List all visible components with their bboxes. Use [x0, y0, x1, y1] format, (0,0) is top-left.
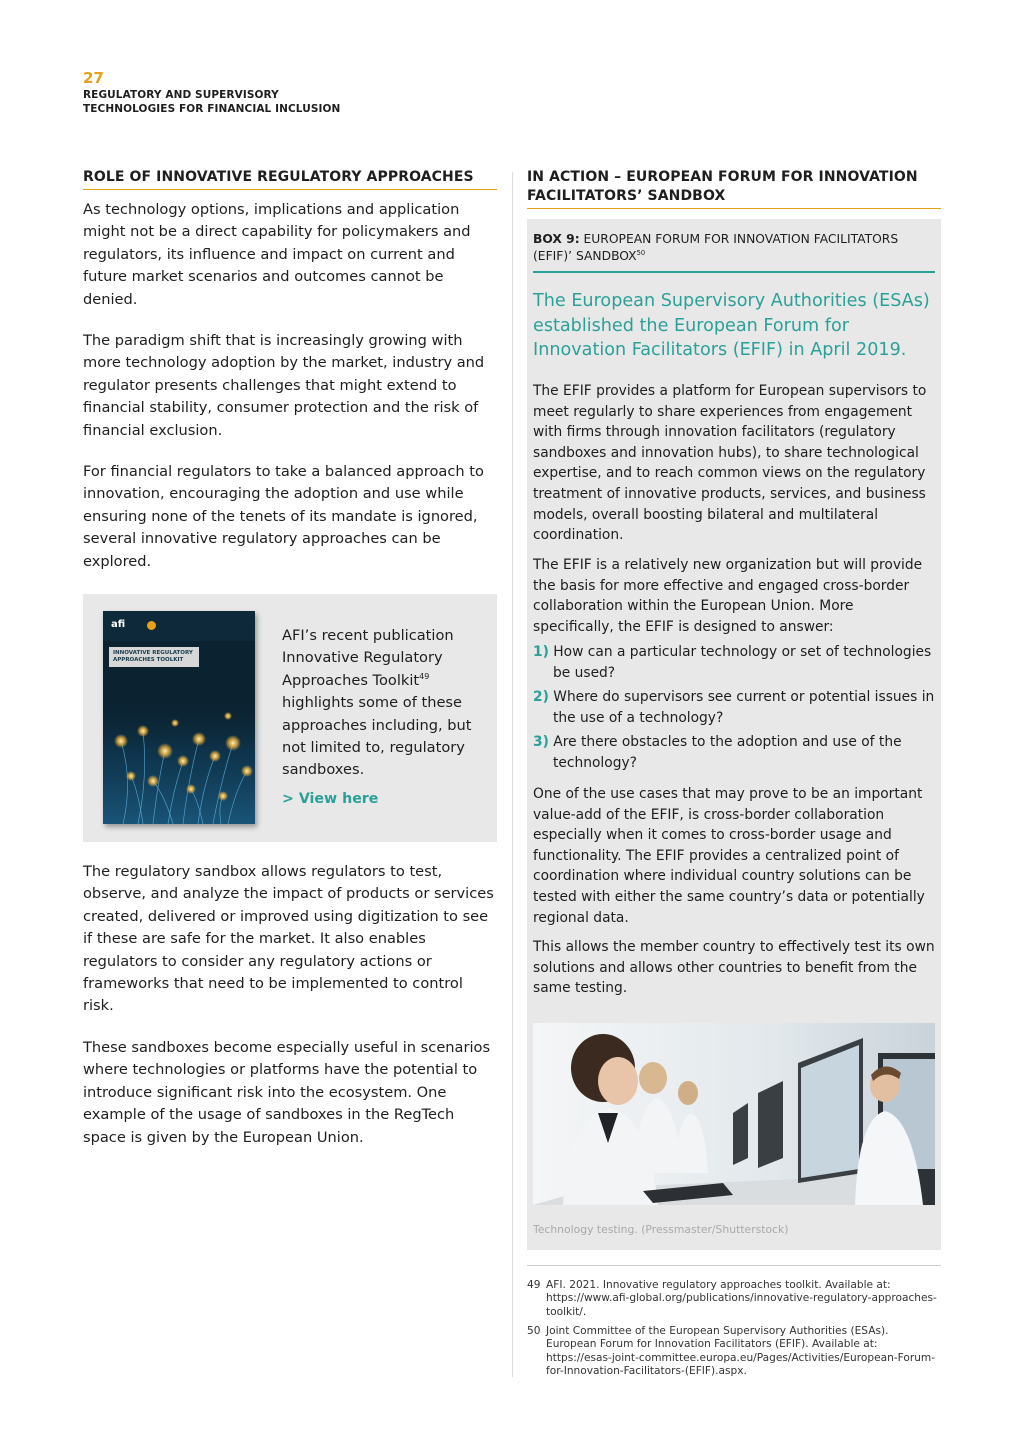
afi-logo: afi — [111, 619, 126, 630]
footnote-number: 50 — [527, 1325, 541, 1337]
running-title — [83, 88, 340, 116]
page-number: 27 — [83, 69, 104, 87]
question-number: 3) — [533, 734, 549, 751]
box-paragraph-3: One of the use cases that may prove to be an important value-add of the EFIF, is cross-border collaboration especially when it comes to cross-border usage and functionality. The EFIF provides a centralized point of coordination where individual country solutions can be tested with either the same country’s data or potentially regional data. — [533, 786, 925, 926]
left-paragraph-5: These sandboxes become especially useful in scenarios where technologies or platforms have the potential to introduce significant risk into the ecosystem. One example of the usage of sandboxes in the RegTech space is given by the European Union. — [83, 1039, 491, 1146]
fiber-optic-illustration — [103, 611, 255, 824]
question-text: How can a particular technology or set of technologies be used? — [553, 644, 932, 681]
right-section-heading: IN ACTION – EUROPEAN FORUM FOR INNOVATION FACILITATORS’ SANDBOX — [527, 168, 941, 209]
box-title: EUROPEAN FORUM FOR INNOVATION FACILITATORS (EFIF)’ SANDBOX — [533, 232, 899, 263]
question-number: 1) — [533, 644, 549, 660]
box-paragraph-1: The EFIF provides a platform for European supervisors to meet regularly to share experiences from engagement with firms through innovation facilitators (regulatory sandboxes and innovation hubs), to share technological expertise, and to reach common views on the regulatory treatment of innovative products, services, and business models, overall boosting bilateral and multilateral coordination. — [533, 383, 927, 544]
footnote-ref-50[interactable]: 50 — [636, 248, 646, 257]
office-workers-illustration — [533, 1023, 935, 1205]
photo-caption: Technology testing. (Pressmaster/Shutterstock) — [533, 1223, 789, 1236]
box-number: BOX 9: — [533, 232, 580, 246]
question-text: Are there obstacles to the adoption and use of the technology? — [553, 734, 902, 771]
promo-text-end: highlights some of these approaches including, but not limited to, regulatory sandboxes. — [282, 694, 472, 779]
box-title-rule — [533, 271, 935, 273]
footnote-text: AFI. 2021. Innovative regulatory approaches toolkit. Available at: https://www.afi-global.org/publications/innovative-regulatory-approaches-toolkit/. — [546, 1279, 937, 1318]
promo-text-start: AFI’s recent publication Innovative Regulatory Approaches Toolkit — [282, 627, 454, 689]
footnote-rule — [527, 1265, 941, 1266]
question-list — [533, 642, 935, 774]
view-here-link[interactable]: > View here — [282, 791, 379, 807]
footnote-49 — [527, 1279, 941, 1319]
running-title-line1: REGULATORY AND SUPERVISORY — [83, 89, 279, 101]
footnote-ref-49[interactable]: 49 — [419, 671, 430, 681]
left-paragraph-4: The regulatory sandbox allows regulators to test, observe, and analyze the impact of products or services created, delivered or improved using digitization to see if these are safe for the market. It also enables regulators to consider any regulatory actions or frameworks that need to be implemented to control risk. — [83, 863, 494, 1015]
left-paragraph-1: As technology options, implications and application might not be a direct capability for policymakers and regulators, its influence and impact on current and future market scenarios and outcomes cannot be denied. — [83, 201, 471, 308]
left-paragraph-2: The paradigm shift that is increasingly growing with more technology adoption by the market, industry and regulator presents challenges that might extend to financial stability, consumer protection and the risk of financial exclusion. — [83, 332, 485, 439]
technology-testing-photo — [533, 1023, 935, 1205]
box-paragraph-4: This allows the member country to effectively test its own solutions and allows other countries to benefit from the same testing. — [533, 939, 935, 997]
footnote-number: 49 — [527, 1279, 541, 1291]
footnote-50 — [527, 1325, 941, 1379]
box-label — [533, 231, 935, 264]
question-item — [533, 687, 935, 728]
left-section-heading: ROLE OF INNOVATIVE REGULATORY APPROACHES — [83, 168, 497, 190]
footnote-text: Joint Committee of the European Supervisory Authorities (ESAs). European Forum for Innovation Facilitators (EFIF). Available at: https://esas-joint-committee.europa.eu/Pages/Activities/European-Forum-for-Innovation-Facilitators-(EFIF).aspx. — [546, 1325, 936, 1378]
box-lead-paragraph: The European Supervisory Authorities (ESAs) established the European Forum for Innovation Facilitators (EFIF) in April 2019. — [533, 291, 930, 361]
question-item — [533, 732, 935, 773]
box-paragraph-2: The EFIF is a relatively new organization but will provide the basis for more effective and engaged cross-border collaboration within the European Union. More specifically, the EFIF is designed to answer: — [533, 557, 923, 635]
column-divider — [512, 172, 513, 1377]
cover-title: INNOVATIVE REGULATORY APPROACHES TOOLKIT — [113, 650, 193, 663]
left-paragraph-3: For financial regulators to take a balanced approach to innovation, encouraging the adoption and use while ensuring none of the tenets of its mandate is ignored, several innovative regulatory approaches can be explored. — [83, 463, 484, 570]
promo-description — [282, 625, 482, 782]
question-item — [533, 642, 935, 683]
question-number: 2) — [533, 689, 549, 706]
running-title-line2: TECHNOLOGIES FOR FINANCIAL INCLUSION — [83, 103, 341, 115]
question-text: Where do supervisors see current or potential issues in the use of a technology? — [553, 689, 935, 726]
toolkit-cover-image[interactable] — [103, 611, 255, 824]
